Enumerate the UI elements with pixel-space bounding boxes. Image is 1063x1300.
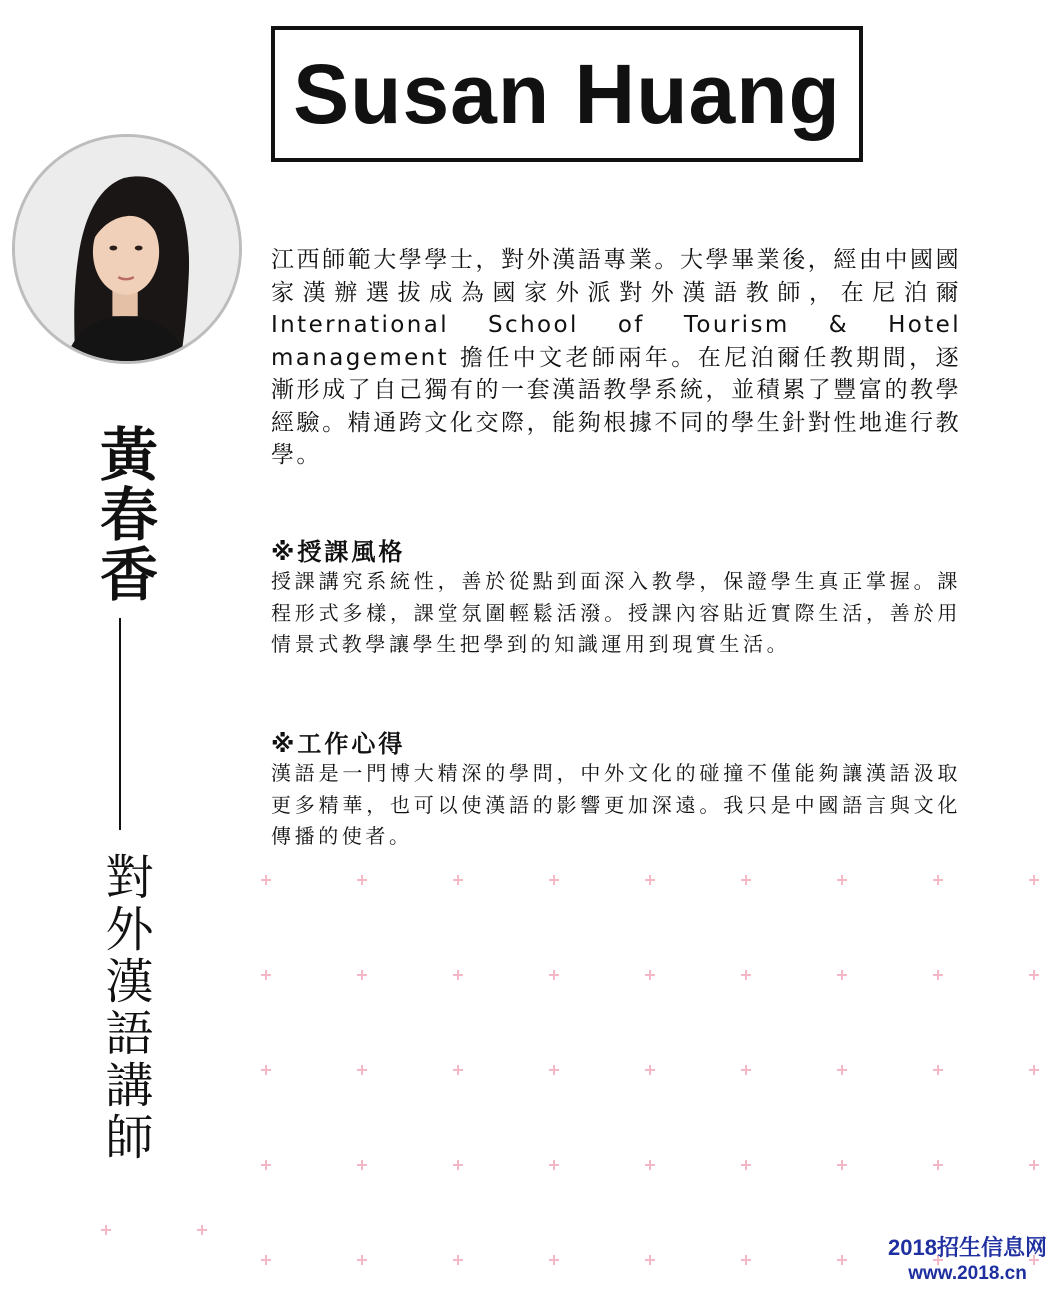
plus-icon	[933, 970, 943, 980]
plus-icon	[837, 875, 847, 885]
plus-icon	[645, 1065, 655, 1075]
chinese-name: 黃春香	[90, 424, 158, 604]
plus-icon	[933, 1160, 943, 1170]
watermark-site-name: 2018招生信息网	[888, 1235, 1047, 1260]
plus-icon	[357, 1065, 367, 1075]
plus-icon	[453, 1255, 463, 1265]
plus-icon	[1029, 970, 1039, 980]
plus-icon	[837, 1160, 847, 1170]
plus-icon	[645, 970, 655, 980]
section-body-work-insights: 漢語是一門博大精深的學問，中外文化的碰撞不僅能夠讓漢語汲取更多精華，也可以使漢語的影響更加深遠。我只是中國語言與文化傳播的使者。	[271, 761, 961, 848]
avatar	[12, 134, 242, 364]
plus-icon	[357, 970, 367, 980]
plus-icon	[933, 875, 943, 885]
plus-icon	[837, 1255, 847, 1265]
plus-icon	[741, 1255, 751, 1265]
divider-line	[119, 618, 121, 830]
plus-icon	[549, 1255, 559, 1265]
watermark-url: www.2018.cn	[908, 1263, 1027, 1284]
english-name: Susan Huang	[293, 47, 841, 141]
section-body-teaching-style: 授課講究系統性，善於從點到面深入教學，保證學生真正掌握。課程形式多樣，課堂氛圍輕鬆活潑。授課內容貼近實際生活，善於用情景式教學讓學生把學到的知識運用到現實生活。	[271, 569, 961, 656]
plus-icon	[1029, 875, 1039, 885]
plus-icon	[549, 1065, 559, 1075]
plus-icon	[453, 875, 463, 885]
plus-icon	[933, 1065, 943, 1075]
plus-icon	[645, 1255, 655, 1265]
plus-icon	[453, 1065, 463, 1075]
plus-icon	[837, 970, 847, 980]
plus-icon	[261, 970, 271, 980]
plus-icon	[741, 1065, 751, 1075]
plus-icon	[1029, 1065, 1039, 1075]
plus-icon	[357, 1255, 367, 1265]
plus-icon	[101, 1225, 111, 1235]
section-title-teaching-style: ※授課風格	[271, 538, 406, 566]
plus-icon	[261, 1065, 271, 1075]
plus-icon	[741, 875, 751, 885]
plus-icon	[261, 1255, 271, 1265]
plus-icon	[357, 1160, 367, 1170]
biography-text: 江西師範大學學士，對外漢語專業。大學畢業後，經由中國國家漢辦選拔成為國家外派對外漢語教師，在尼泊爾International School of Tourism & Hotel management 擔任中文老師兩年。在尼泊爾任教期間，逐漸形成了自己獨有的一套漢語教學系統，並積累了豐富的教學經驗。精通跨文化交際，能夠根據不同的學生針對性地進行教學。	[271, 247, 961, 468]
plus-icon	[261, 875, 271, 885]
role-title: 對外漢語講師	[97, 852, 153, 1164]
watermark	[888, 1234, 1047, 1286]
name-title-box	[271, 26, 863, 162]
plus-icon	[1029, 1160, 1039, 1170]
plus-icon	[549, 875, 559, 885]
plus-icon	[741, 970, 751, 980]
plus-icon	[645, 875, 655, 885]
plus-icon	[453, 1160, 463, 1170]
section-title-work-insights: ※工作心得	[271, 730, 406, 758]
plus-icon	[197, 1225, 207, 1235]
plus-icon	[453, 970, 463, 980]
plus-icon	[549, 1160, 559, 1170]
plus-icon	[741, 1160, 751, 1170]
plus-icon	[549, 970, 559, 980]
plus-icon	[261, 1160, 271, 1170]
plus-icon	[837, 1065, 847, 1075]
plus-icon	[357, 875, 367, 885]
portrait-photo-icon	[15, 137, 239, 361]
plus-icon	[645, 1160, 655, 1170]
